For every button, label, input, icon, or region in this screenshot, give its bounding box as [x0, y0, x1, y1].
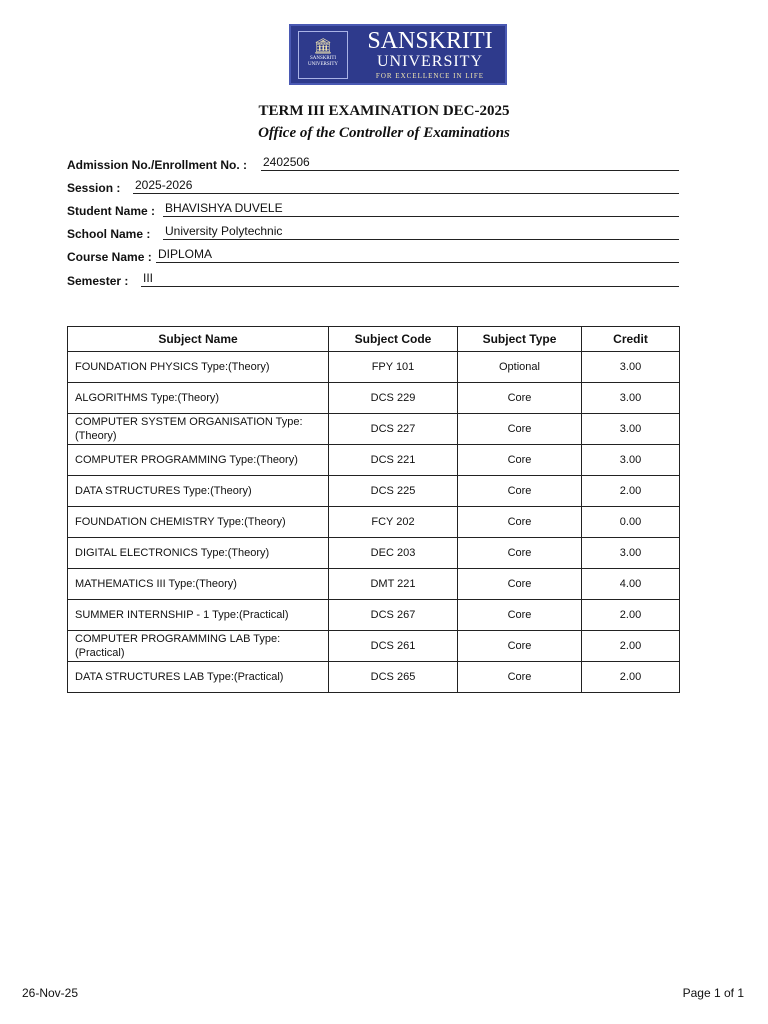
- table-row: [68, 600, 680, 631]
- course-name-field: [67, 247, 679, 267]
- subject-name-cell: DIGITAL ELECTRONICS Type:(Theory): [68, 538, 329, 569]
- credit-cell: 3.00: [582, 352, 680, 383]
- credit-cell: 2.00: [582, 662, 680, 693]
- page-title: TERM III EXAMINATION DEC-2025: [258, 103, 510, 119]
- credit-cell: 2.00: [582, 600, 680, 631]
- credit-cell: 3.00: [582, 414, 680, 445]
- subject-code-cell: DCS 229: [329, 383, 458, 414]
- table-row: [68, 445, 680, 476]
- subject-code-cell: DCS 221: [329, 445, 458, 476]
- credit-cell: 3.00: [582, 383, 680, 414]
- building-icon: 🏛: [313, 38, 333, 55]
- school-name-label: School Name :: [67, 227, 151, 241]
- credit-cell: 2.00: [582, 631, 680, 662]
- table-row: [68, 507, 680, 538]
- subject-name-cell: DATA STRUCTURES Type:(Theory): [68, 476, 329, 507]
- subject-type-cell: Core: [458, 383, 582, 414]
- logo-tagline: FOR EXCELLENCE IN LIFE: [375, 72, 485, 80]
- emblem-text: SANSKRITI UNIVERSITY: [308, 56, 338, 67]
- subject-type-cell: Core: [458, 600, 582, 631]
- subject-name-cell: ALGORITHMS Type:(Theory): [68, 383, 329, 414]
- subject-code-cell: DMT 221: [329, 569, 458, 600]
- semester-label: Semester :: [67, 274, 129, 288]
- subjects-table: [67, 326, 680, 693]
- subject-type-cell: Core: [458, 445, 582, 476]
- admission-value: 2402506: [261, 155, 679, 171]
- subject-type-cell: Core: [458, 569, 582, 600]
- table-row: [68, 383, 680, 414]
- subject-name-cell: SUMMER INTERNSHIP - 1 Type:(Practical): [68, 600, 329, 631]
- subject-name-cell: MATHEMATICS III Type:(Theory): [68, 569, 329, 600]
- header-subject-code: Subject Code: [329, 327, 458, 352]
- logo-line-2: UNIVERSITY: [377, 53, 483, 70]
- session-label: Session :: [67, 181, 121, 195]
- table-header-row: [68, 327, 680, 352]
- subject-code-cell: FPY 101: [329, 352, 458, 383]
- table-row: [68, 352, 680, 383]
- subject-code-cell: DCS 267: [329, 600, 458, 631]
- header-subject-name: Subject Name: [68, 327, 329, 352]
- page-number: Page 1 of 1: [682, 986, 744, 1000]
- table-row: [68, 476, 680, 507]
- subject-code-cell: DEC 203: [329, 538, 458, 569]
- logo-line-1: SANSKRITI: [367, 28, 493, 54]
- student-name-field: [67, 201, 679, 221]
- subject-type-cell: Core: [458, 538, 582, 569]
- subject-name-cell: FOUNDATION CHEMISTRY Type:(Theory): [68, 507, 329, 538]
- session-value: 2025-2026: [133, 178, 679, 194]
- school-name-value: University Polytechnic: [163, 224, 679, 240]
- credit-cell: 3.00: [582, 445, 680, 476]
- table-row: [68, 414, 680, 445]
- footer-date: 26-Nov-25: [22, 986, 79, 1000]
- table-row: [68, 631, 680, 662]
- emblem: [298, 31, 348, 79]
- school-name-field: [67, 224, 679, 244]
- credit-cell: 3.00: [582, 538, 680, 569]
- table-row: [68, 569, 680, 600]
- admission-label: Admission No./Enrollment No. :: [67, 158, 248, 172]
- subject-type-cell: Core: [458, 476, 582, 507]
- subject-name-cell: COMPUTER PROGRAMMING Type:(Theory): [68, 445, 329, 476]
- subject-code-cell: DCS 227: [329, 414, 458, 445]
- subject-code-cell: FCY 202: [329, 507, 458, 538]
- credit-cell: 4.00: [582, 569, 680, 600]
- subject-code-cell: DCS 261: [329, 631, 458, 662]
- semester-field: [67, 271, 679, 291]
- admission-field: [67, 155, 679, 175]
- session-field: [67, 178, 679, 198]
- subject-type-cell: Core: [458, 507, 582, 538]
- table-row: [68, 538, 680, 569]
- course-name-value: DIPLOMA: [156, 247, 679, 263]
- table-row: [68, 662, 680, 693]
- university-logo: [289, 24, 507, 85]
- subject-name-cell: FOUNDATION PHYSICS Type:(Theory): [68, 352, 329, 383]
- header-credit: Credit: [582, 327, 680, 352]
- subject-type-cell: Optional: [458, 352, 582, 383]
- course-name-label: Course Name :: [67, 250, 152, 264]
- subject-name-cell: COMPUTER PROGRAMMING LAB Type:(Practical): [68, 631, 329, 662]
- credit-cell: 2.00: [582, 476, 680, 507]
- subject-name-cell: DATA STRUCTURES LAB Type:(Practical): [68, 662, 329, 693]
- subject-name-cell: COMPUTER SYSTEM ORGANISATION Type:(Theory): [68, 414, 329, 445]
- student-name-label: Student Name :: [67, 204, 156, 218]
- subject-type-cell: Core: [458, 414, 582, 445]
- credit-cell: 0.00: [582, 507, 680, 538]
- subject-type-cell: Core: [458, 662, 582, 693]
- student-name-value: BHAVISHYA DUVELE: [163, 201, 679, 217]
- semester-value: III: [141, 271, 679, 287]
- subject-code-cell: DCS 265: [329, 662, 458, 693]
- header-subject-type: Subject Type: [458, 327, 582, 352]
- subject-type-cell: Core: [458, 631, 582, 662]
- page-subtitle: Office of the Controller of Examinations: [258, 125, 510, 141]
- subject-code-cell: DCS 225: [329, 476, 458, 507]
